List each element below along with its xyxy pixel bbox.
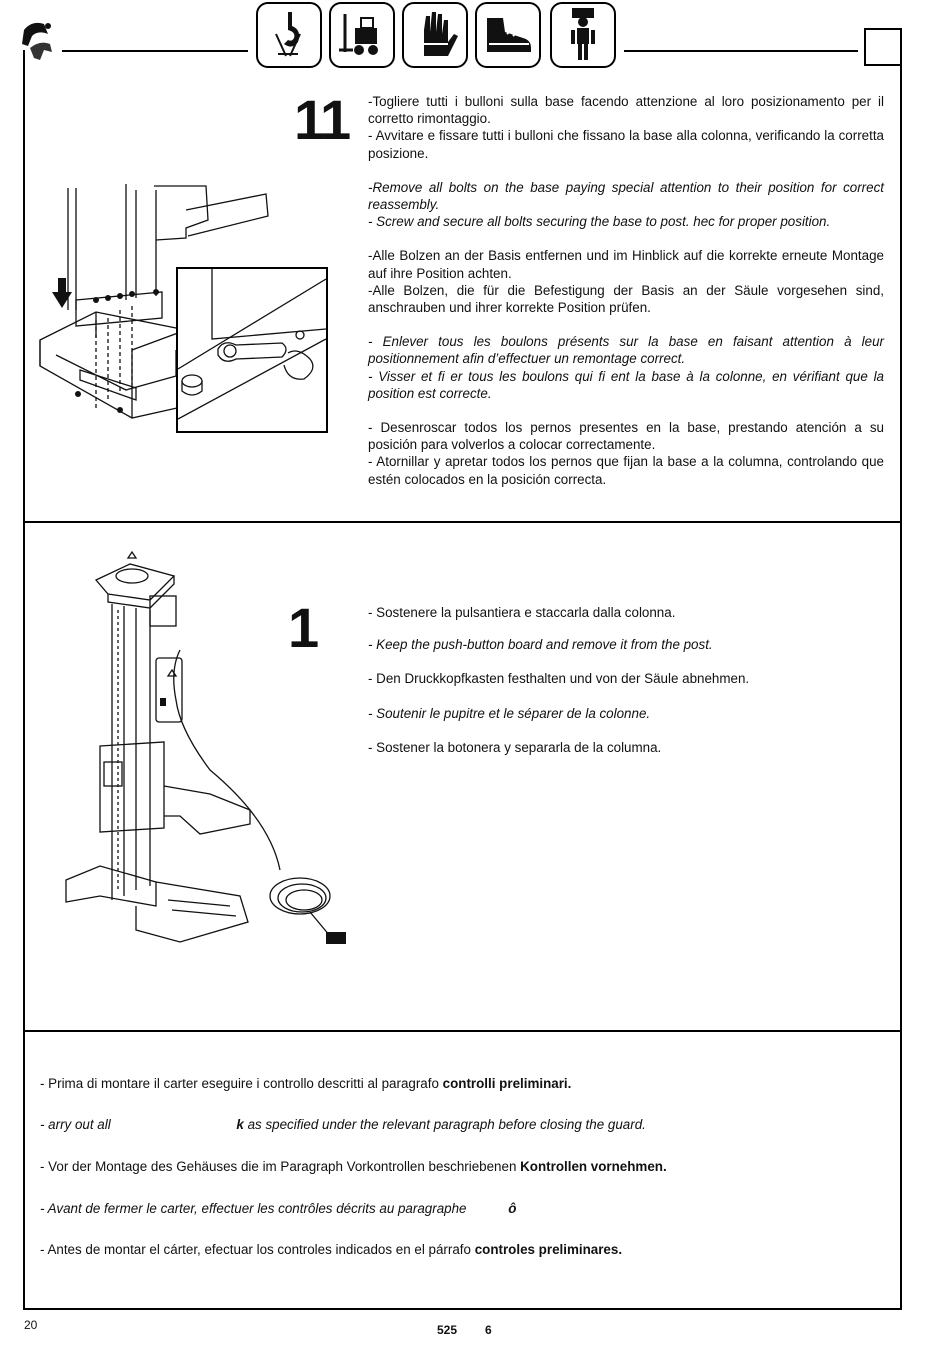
instruction-fr-2: - Visser et fi er tous les boulons qui fi ent la base à la colonne, en vérifiant que la position est correcte.	[368, 368, 884, 401]
note-fr: - Avant de fermer le carter, effectuer les contrôles décrits au paragraphe ô	[40, 1201, 517, 1216]
note-de: - Vor der Montage des Gehäuses die im Paragraph Vorkontrollen beschriebenen Kontrollen vornehmen.	[40, 1159, 667, 1174]
instruction-de: - Den Druckkopfkasten festhalten und von der Säule abnehmen.	[368, 671, 750, 687]
instruction-es-2: - Atornillar y apretar todos los pernos que fijan la base a la columna, controlando que estén colocados en la posición correcta.	[368, 454, 884, 487]
instruction-en-2: - Screw and secure all bolts securing the base to post. hec for proper position.	[368, 214, 831, 230]
step11-instructions	[368, 93, 884, 488]
note-it: - Prima di montare il carter eseguire i controllo descritti al paragrafo controlli preliminari.	[40, 1076, 572, 1091]
document-code: 525 6	[437, 1323, 492, 1337]
page-corner-box	[864, 28, 902, 66]
note-en: - arry out all k as specified under the relevant paragraph before closing the guard.	[40, 1117, 646, 1132]
instruction-fr-1: - Enlever tous les boulons présents sur la base en faisant attention à leur positionnement afin d’effectuer un remontage correct.	[368, 334, 884, 367]
page-number: 20	[24, 1318, 38, 1332]
crane-hook-icon	[256, 2, 322, 68]
instruction-es-1: - Desenroscar todos los pernos presentes en la base, prestando atención a su posición para volverlos a colocar correctamente.	[368, 420, 884, 453]
note-es: - Antes de montar el cárter, efectuar los controles indicados en el párrafo controles preliminares.	[40, 1242, 623, 1257]
worker-icon	[550, 2, 616, 68]
safety-glove-icon	[402, 2, 468, 68]
instruction-en: - Keep the push-button board and remove it from the post.	[368, 637, 713, 653]
step1-instructions	[368, 604, 888, 756]
instruction-fr: - Soutenir le pupitre et le séparer de la colonne.	[368, 705, 651, 721]
instruction-de-1: -Alle Bolzen an der Basis entfernen und im Hinblick auf die korrekte erneute Montage auf ihre Position achten.	[368, 248, 884, 281]
instruction-it: - Sostenere la pulsantiera e staccarla dalla colonna.	[368, 605, 676, 620]
instruction-it-1: -Togliere tutti i bulloni sulla base facendo attenzione al loro posizionamento per il corretto rimontaggio.	[368, 94, 884, 127]
safety-shoe-icon	[475, 2, 541, 68]
instruction-de-2: -Alle Bolzen, die für die Befestigung der Basis an der Säule vorgesehen sind, anschrauben und ihrer korrekte Position prüfen.	[368, 282, 884, 316]
step-number: 1	[288, 596, 318, 659]
instruction-es: - Sostener la botonera y separarla de la columna.	[368, 739, 662, 755]
column-pushbutton-illustration	[60, 550, 360, 950]
forklift-icon	[329, 2, 395, 68]
instruction-en-1: -Remove all bolts on the base paying special attention to their position for correct reassembly.	[368, 179, 884, 213]
instruction-it-2: - Avvitare e fissare tutti i bulloni che fissano la base alla colonna, verificando la corretta posizione.	[368, 128, 884, 161]
step-number: 11	[294, 88, 350, 151]
wrench-detail-box	[176, 267, 328, 433]
